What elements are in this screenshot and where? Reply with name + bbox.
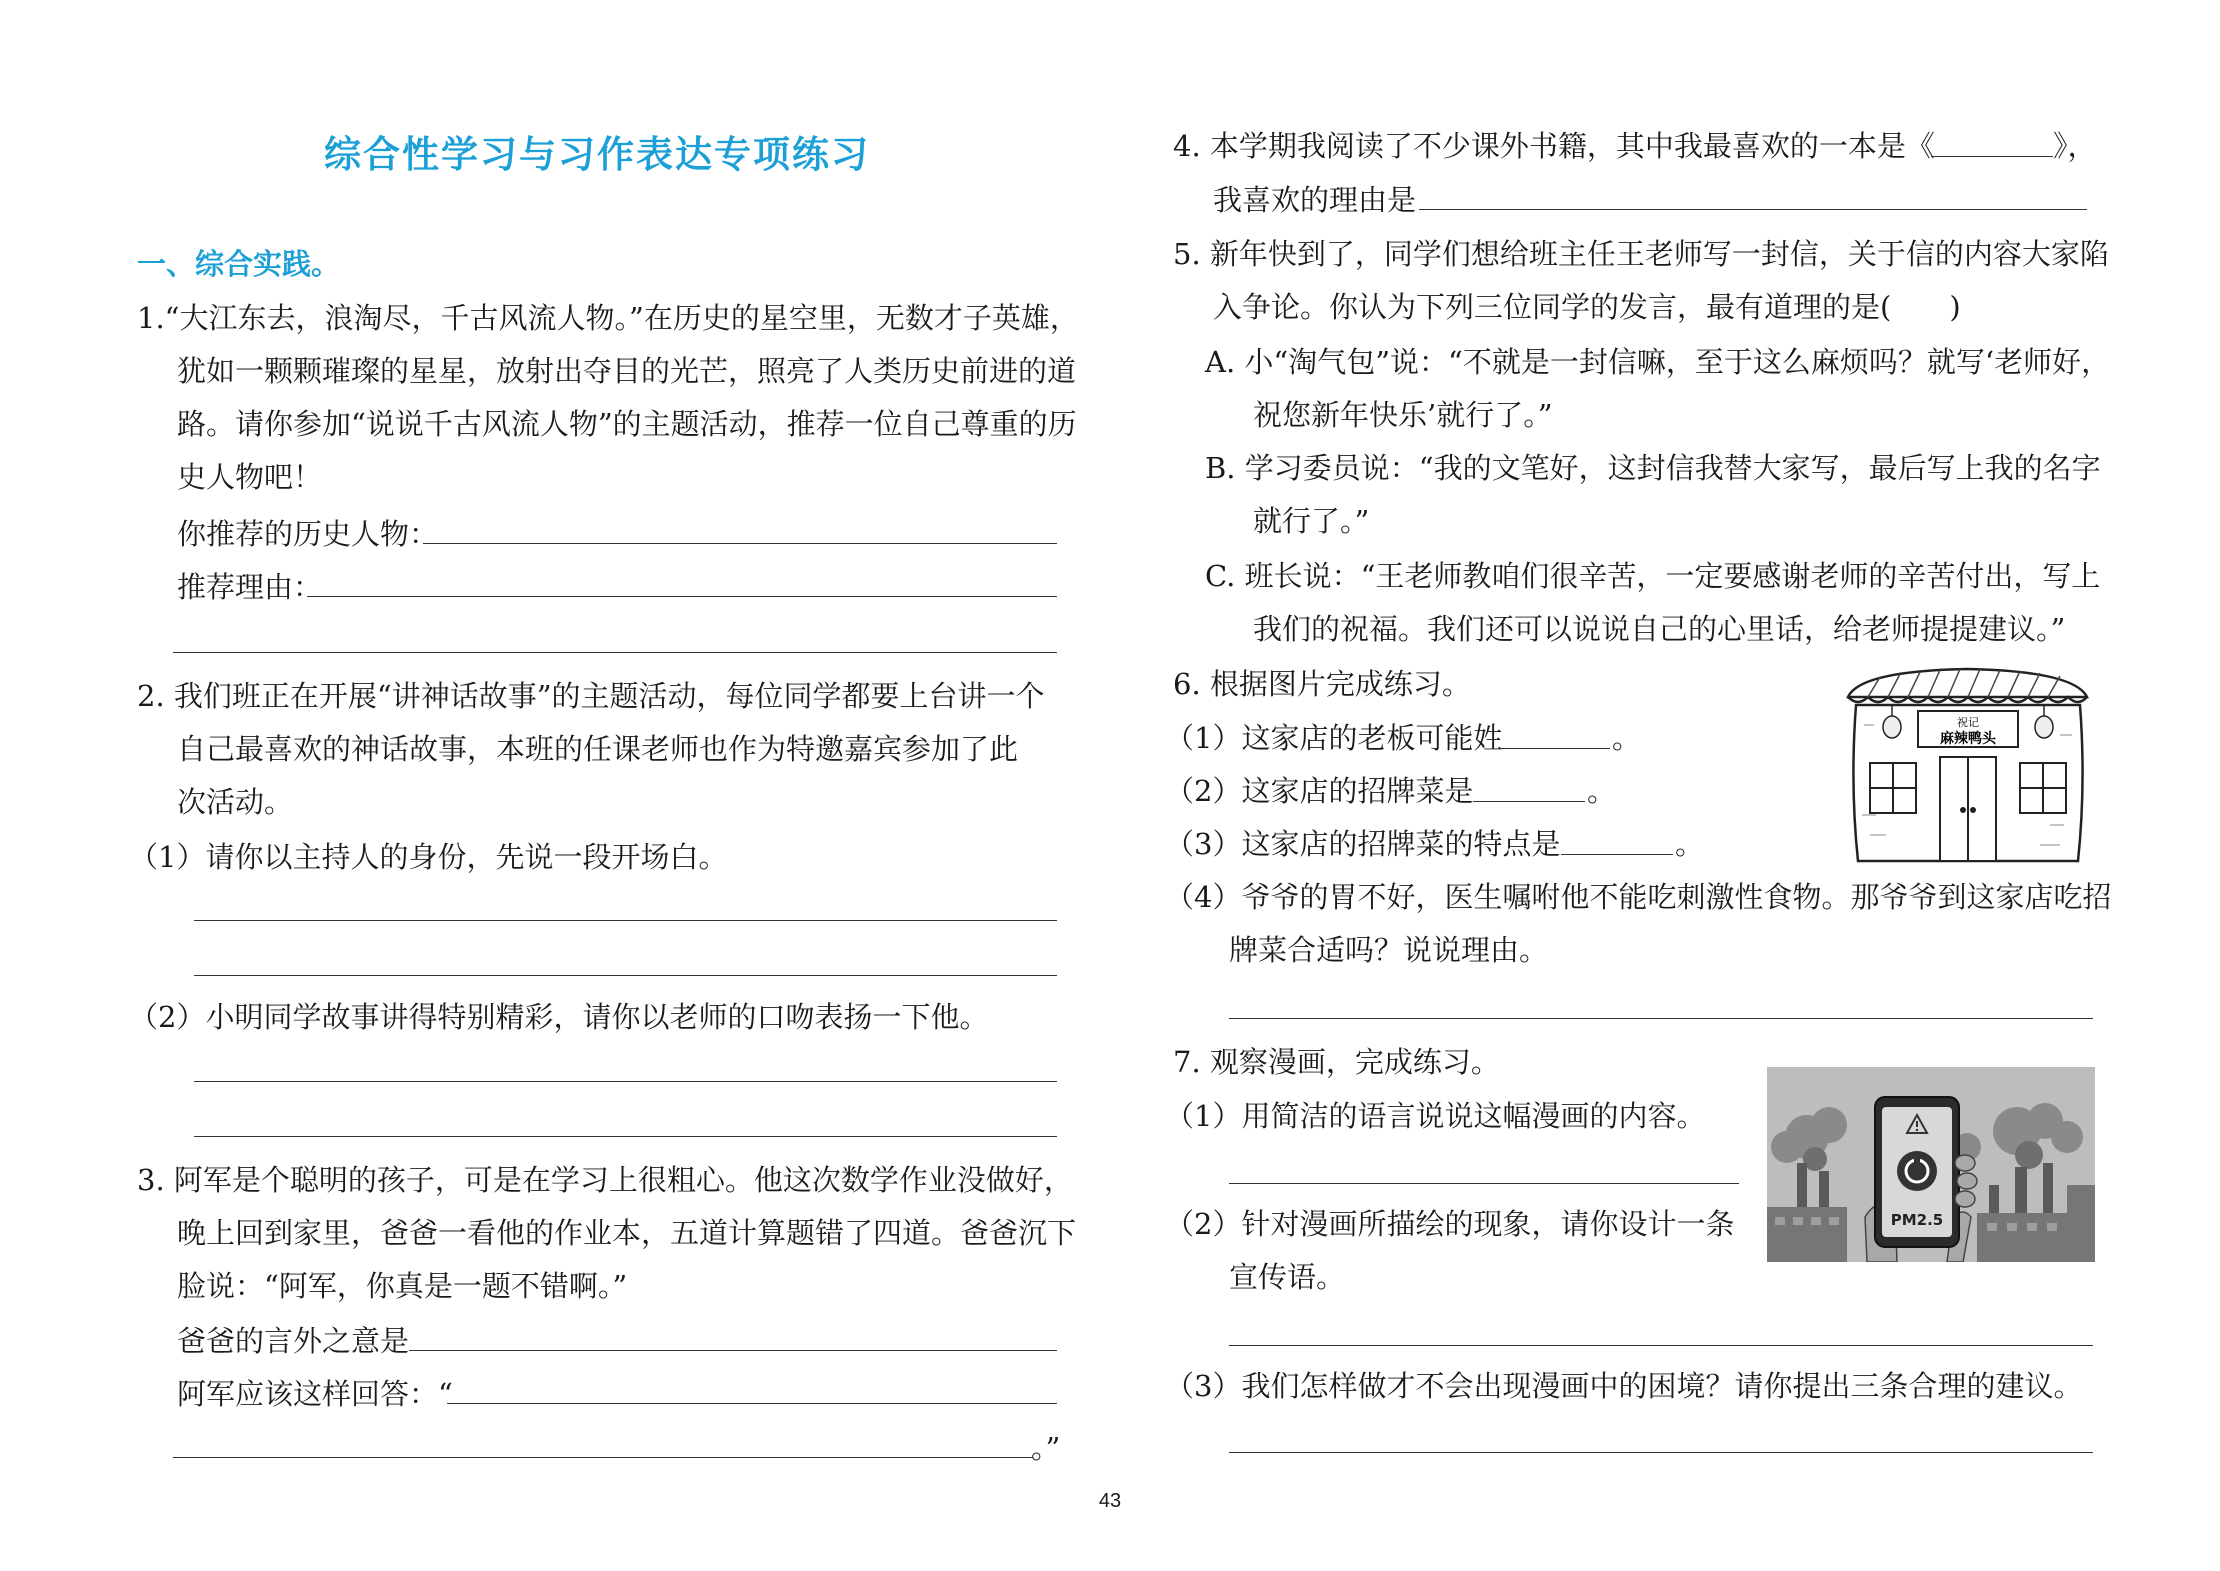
q3-answer-line-2[interactable]: [173, 1457, 1033, 1458]
q4-reason-label: 我喜欢的理由是: [1213, 183, 1417, 217]
q3-line-1: 3. 阿军是个聪明的孩子，可是在学习上很粗心。他这次数学作业没做好，: [137, 1163, 1073, 1197]
q3-line-2: 晚上回到家里，爸爸一看他的作业本，五道计算题错了四道。爸爸沉下: [177, 1216, 1077, 1250]
q1-reason-answer-line[interactable]: [307, 596, 1057, 597]
q7-sub2-answer-line[interactable]: [1229, 1345, 2093, 1346]
q5-option-b-line-2: 就行了。”: [1253, 504, 1370, 538]
q1-line-4: 史人物吧！: [177, 460, 323, 494]
q2-sub-2: （2）小明同学故事讲得特别精彩，请你以老师的口吻表扬一下他。: [129, 1000, 989, 1034]
q2-sub2-answer-line-2[interactable]: [194, 1136, 1057, 1137]
q2-line-2: 自己最喜欢的神话故事，本班的任课老师也作为特邀嘉宾参加了此: [177, 732, 1019, 766]
q2-sub2-answer-line-1[interactable]: [194, 1081, 1057, 1082]
q6-sub1-blank[interactable]: [1498, 748, 1610, 749]
q6-sub-4-line-2: 牌菜合适吗？说说理由。: [1229, 933, 1549, 967]
pollution-cartoon: [1767, 1067, 2095, 1262]
q3-answer-label: 阿军应该这样回答：“: [177, 1377, 453, 1411]
q3-line-3: 脸说：“阿军，你真是一题不错啊。”: [177, 1269, 628, 1303]
q1-person-label: 你推荐的历史人物：: [177, 517, 439, 551]
q6-sub-3: （3）这家店的招牌菜的特点是: [1165, 827, 1561, 861]
q1-line-2: 犹如一颗颗璀璨的星星，放射出夺目的光芒，照亮了人类历史前进的道: [177, 354, 1077, 388]
q7-heading: 7. 观察漫画，完成练习。: [1173, 1045, 1500, 1079]
q2-sub-1: （1）请你以主持人的身份，先说一段开场白。: [129, 840, 728, 874]
q6-sub2-blank[interactable]: [1473, 801, 1585, 802]
q2-line-3: 次活动。: [177, 785, 294, 819]
q4-line-1-suffix: 》，: [2053, 129, 2097, 163]
q1-reason-answer-line-2[interactable]: [173, 652, 1057, 653]
q2-line-1: 2. 我们班正在开展“讲神话故事”的主题活动，每位同学都要上台讲一个: [137, 679, 1045, 713]
q6-sub-4-line-1: （4）爷爷的胃不好，医生嘱咐他不能吃刺激性食物。那爷爷到这家店吃招: [1165, 880, 2112, 914]
q7-sub-2-line-1: （2）针对漫画所描绘的现象，请你设计一条: [1165, 1207, 1735, 1241]
q6-heading: 6. 根据图片完成练习。: [1173, 667, 1471, 701]
q1-reason-label: 推荐理由：: [177, 570, 323, 604]
q6-sub3-period: 。: [1675, 827, 1705, 861]
q6-sub-1: （1）这家店的老板可能姓: [1165, 721, 1503, 755]
q4-line-1-prefix: 4. 本学期我阅读了不少课外书籍，其中我最喜欢的一本是《: [1173, 129, 1935, 163]
q1-line-3: 路。请你参加“说说千古风流人物”的主题活动，推荐一位自己尊重的历: [177, 407, 1077, 441]
q6-sub4-answer-line[interactable]: [1229, 1018, 2093, 1019]
q5-option-c-line-1: C. 班长说：“王老师教咱们很辛苦，一定要感谢老师的辛苦付出，写上: [1205, 559, 2101, 593]
q4-reason-answer-line[interactable]: [1419, 209, 2087, 210]
q3-meaning-answer-line[interactable]: [409, 1350, 1057, 1351]
section-heading: 一、综合实践。: [137, 247, 341, 281]
page-number: 43: [1098, 1490, 1122, 1512]
power-icon: [1897, 1151, 1937, 1191]
q6-sub2-period: 。: [1587, 774, 1617, 808]
q5-option-a-line-1: A. 小“淘气包”说：“不就是一封信嘛，至于这么麻烦吗？就写‘老师好，: [1205, 345, 2111, 379]
shop-sign-small-text: 祝记: [1957, 716, 1979, 729]
q6-sub1-period: 。: [1612, 721, 1642, 755]
q5-line-1: 5. 新年快到了，同学们想给班主任王老师写一封信，关于信的内容大家陷: [1173, 237, 2109, 271]
q2-sub1-answer-line-2[interactable]: [194, 975, 1057, 976]
q5-option-a-line-2: 祝您新年快乐’就行了。”: [1253, 398, 1553, 432]
q3-end-quote: 。”: [1031, 1431, 1061, 1465]
shop-illustration: [1840, 665, 2095, 865]
q1-person-answer-line[interactable]: [423, 543, 1057, 544]
q7-sub1-answer-line[interactable]: [1229, 1183, 1739, 1184]
q6-sub-2: （2）这家店的招牌菜是: [1165, 774, 1474, 808]
q6-sub3-blank[interactable]: [1561, 854, 1673, 855]
shop-sign-name-text: 麻辣鸭头: [1940, 731, 1996, 747]
q1-line-1: 1.“大江东去，浪淘尽，千古风流人物。”在历史的星空里，无数才子英雄，: [137, 301, 1079, 335]
q3-meaning-label: 爸爸的言外之意是: [177, 1324, 410, 1358]
q7-sub-2-line-2: 宣传语。: [1229, 1260, 1346, 1294]
phone-pm25-label: PM2.5: [1890, 1211, 1944, 1229]
q7-sub-3: （3）我们怎样做才不会出现漫画中的困境？请你提出三条合理的建议。: [1165, 1369, 2083, 1403]
q5-option-b-line-1: B. 学习委员说：“我的文笔好，这封信我替大家写，最后写上我的名字: [1205, 451, 2101, 485]
q5-option-c-line-2: 我们的祝福。我们还可以说说自己的心里话，给老师提提建议。”: [1253, 612, 2066, 646]
q7-sub3-answer-line[interactable]: [1229, 1452, 2093, 1453]
q3-answer-line-1[interactable]: [447, 1403, 1057, 1404]
q5-line-2: 入争论。你认为下列三位同学的发言，最有道理的是( ): [1213, 290, 1961, 324]
q4-book-title-blank[interactable]: [1931, 156, 2053, 157]
q2-sub1-answer-line-1[interactable]: [194, 920, 1057, 921]
q7-sub-1: （1）用简洁的语言说说这幅漫画的内容。: [1165, 1099, 1706, 1133]
page-title: 综合性学习与习作表达专项练习: [324, 132, 870, 176]
